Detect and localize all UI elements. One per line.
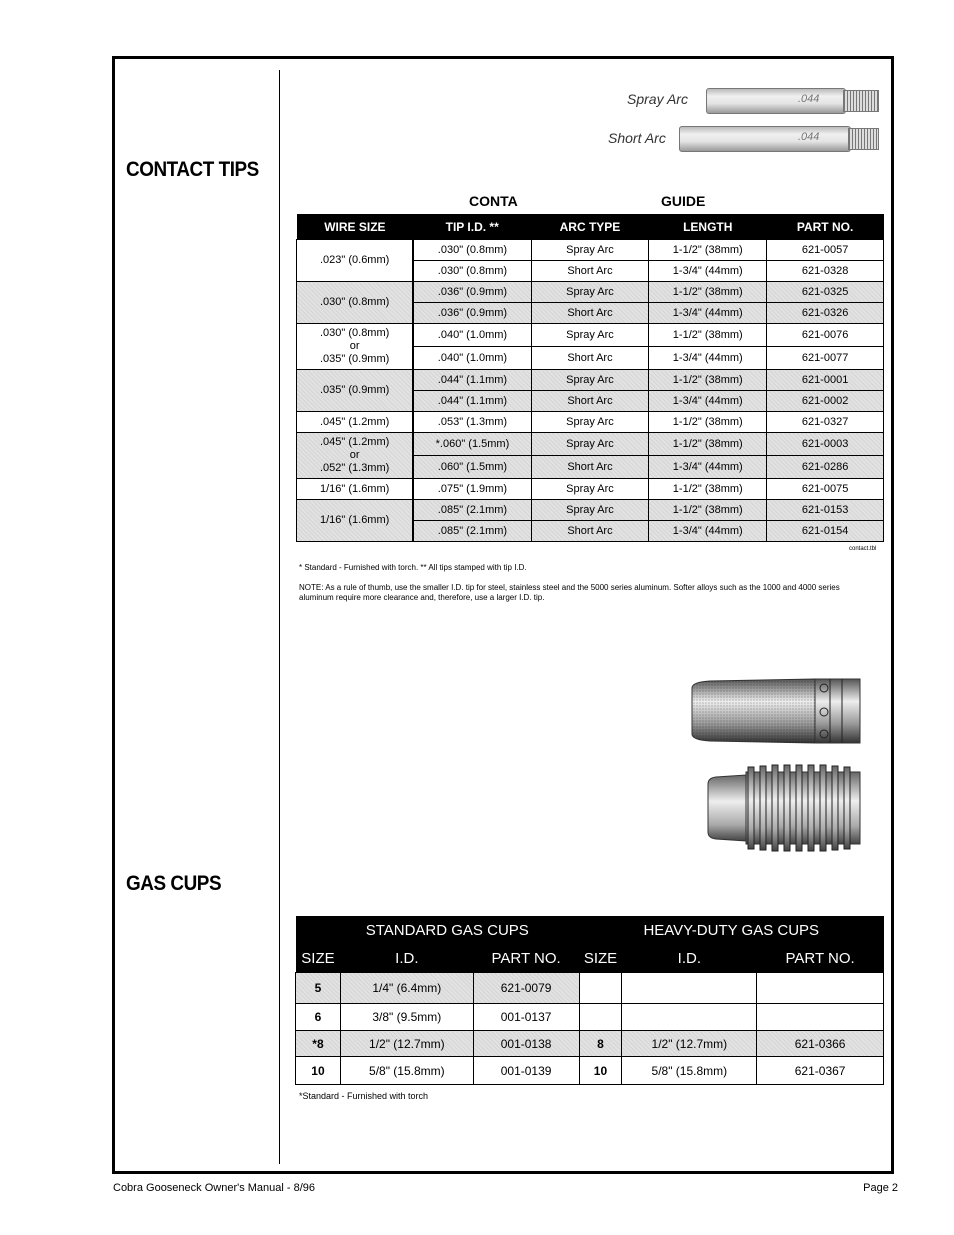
table-header-row <box>296 944 884 973</box>
wire-size-text: 1/16" (1.6mm) <box>319 514 390 526</box>
table-cell: 621-0079 <box>473 973 579 1004</box>
table-cell: Spray Arc <box>531 479 649 500</box>
standard-gas-cups-title: STANDARD GAS CUPS <box>296 916 580 944</box>
table-cell: 001-0137 <box>473 1004 579 1031</box>
table-row <box>297 370 884 391</box>
wire-size-text: .052" (1.3mm) <box>319 462 390 474</box>
table-cell: 621-0057 <box>767 240 884 261</box>
wire-size-text: .035" (0.9mm) <box>319 384 390 396</box>
table-cell: Spray Arc <box>531 240 649 261</box>
column-header: I.D. <box>622 944 757 973</box>
table-cell: *8 <box>296 1031 341 1057</box>
table-cell: Short Arc <box>531 391 649 412</box>
table-cell: 5 <box>296 973 341 1004</box>
column-header: PART NO. <box>767 214 884 240</box>
wire-size-text: 1/16" (1.6mm) <box>319 482 390 495</box>
column-header: LENGTH <box>649 214 767 240</box>
table-row <box>297 324 884 347</box>
table-cell: 1-1/2" (38mm) <box>649 240 767 261</box>
column-divider <box>279 70 280 1164</box>
table-cell: .044" (1.1mm) <box>413 391 531 412</box>
tips-guide-title-right: GUIDE <box>661 193 706 209</box>
standard-gas-cup-image <box>690 678 862 744</box>
table-reference: contact.tbl <box>849 546 877 552</box>
table-cell: 10 <box>579 1057 622 1085</box>
footer-page-number: Page 2 <box>863 1182 898 1194</box>
table-row <box>297 282 884 303</box>
table-cell: 1-3/4" (44mm) <box>649 391 767 412</box>
table-cell: Spray Arc <box>531 324 649 347</box>
table-cell: Short Arc <box>531 347 649 370</box>
table-cell: Short Arc <box>531 303 649 324</box>
wire-size-cell <box>297 479 414 500</box>
gas-cups-table <box>295 916 884 1085</box>
table-cell: 621-0327 <box>767 412 884 433</box>
column-header: SIZE <box>579 944 622 973</box>
heavy-duty-gas-cups-title: HEAVY-DUTY GAS CUPS <box>579 916 884 944</box>
table-cell: Short Arc <box>531 261 649 282</box>
table-cell: 621-0002 <box>767 391 884 412</box>
wire-size-cell <box>297 412 414 433</box>
table-cell: 621-0286 <box>767 456 884 479</box>
table-cell: 1-1/2" (38mm) <box>649 479 767 500</box>
table-cell: 1-1/2" (38mm) <box>649 282 767 303</box>
table-cell: 621-0077 <box>767 347 884 370</box>
table-row <box>297 479 884 500</box>
table-cell: Spray Arc <box>531 433 649 456</box>
table-cell: .030" (0.8mm) <box>413 240 531 261</box>
table-cell: Spray Arc <box>531 412 649 433</box>
table-cell: 621-0153 <box>767 500 884 521</box>
column-header: TIP I.D. ** <box>413 214 531 240</box>
table-cell: 621-0328 <box>767 261 884 282</box>
table-cell: 621-0367 <box>757 1057 884 1085</box>
tips-footnote: * Standard - Furnished with torch. ** All tips stamped with tip I.D. <box>299 563 527 572</box>
table-cell: *.060" (1.5mm) <box>413 433 531 456</box>
wire-size-cell <box>297 324 414 370</box>
table-cell: .040" (1.0mm) <box>413 324 531 347</box>
wire-size-cell <box>297 240 414 282</box>
table-cell: .060" (1.5mm) <box>413 456 531 479</box>
table-cell: 1-1/2" (38mm) <box>649 433 767 456</box>
wire-size-text: .023" (0.6mm) <box>319 254 390 266</box>
table-cell: 1/4" (6.4mm) <box>340 973 473 1004</box>
heavy-duty-gas-cup-image <box>706 764 864 852</box>
column-header: SIZE <box>296 944 341 973</box>
wire-size-text: .045" (1.2mm) <box>319 436 390 448</box>
table-cell: 001-0139 <box>473 1057 579 1085</box>
table-cell: 1-1/2" (38mm) <box>649 500 767 521</box>
wire-size-text: .030" (0.8mm) <box>319 327 390 339</box>
table-cell: Spray Arc <box>531 282 649 303</box>
wire-size-text: .030" (0.8mm) <box>319 296 390 308</box>
table-cell: 5/8" (15.8mm) <box>622 1057 757 1085</box>
table-cell: 3/8" (9.5mm) <box>340 1004 473 1031</box>
table-cell: 1-3/4" (44mm) <box>649 303 767 324</box>
table-row <box>297 500 884 521</box>
table-cell: 1-3/4" (44mm) <box>649 521 767 542</box>
column-header: I.D. <box>340 944 473 973</box>
column-header: ARC TYPE <box>531 214 649 240</box>
table-row <box>297 240 884 261</box>
table-cell: .085" (2.1mm) <box>413 500 531 521</box>
table-row <box>297 412 884 433</box>
table-cell: Spray Arc <box>531 500 649 521</box>
table-cell: 621-0001 <box>767 370 884 391</box>
table-cell: Spray Arc <box>531 370 649 391</box>
table-cell <box>579 973 622 1004</box>
table-cell: 1-1/2" (38mm) <box>649 324 767 347</box>
wire-size-cell <box>297 282 414 324</box>
footer-title: Cobra Gooseneck Owner's Manual - 8/96 <box>113 1182 316 1194</box>
table-cell: 1-1/2" (38mm) <box>649 412 767 433</box>
table-cell: 001-0138 <box>473 1031 579 1057</box>
table-cell <box>579 1004 622 1031</box>
table-cell <box>757 973 884 1004</box>
table-cell: .040" (1.0mm) <box>413 347 531 370</box>
table-row <box>296 973 884 1004</box>
table-cell: .053" (1.3mm) <box>413 412 531 433</box>
column-header: PART NO. <box>473 944 579 973</box>
table-row <box>296 1004 884 1031</box>
table-cell: .036" (0.9mm) <box>413 303 531 324</box>
spray-arc-tip-label: Spray Arc <box>627 91 688 107</box>
wire-size-text: .045" (1.2mm) <box>319 415 390 428</box>
contact-tips-heading: CONTACT TIPS <box>126 158 259 181</box>
table-cell: 621-0003 <box>767 433 884 456</box>
table-cell: Short Arc <box>531 521 649 542</box>
table-cell: 621-0325 <box>767 282 884 303</box>
table-cell <box>622 973 757 1004</box>
wire-size-cell <box>297 433 414 479</box>
wire-size-text: or <box>349 340 360 352</box>
gas-cups-heading: GAS CUPS <box>126 872 222 895</box>
table-cell: 1/2" (12.7mm) <box>622 1031 757 1057</box>
wire-size-text: .035" (0.9mm) <box>319 353 390 365</box>
table-cell: 621-0366 <box>757 1031 884 1057</box>
table-cell: 8 <box>579 1031 622 1057</box>
table-cell: .030" (0.8mm) <box>413 261 531 282</box>
table-row <box>296 1057 884 1085</box>
column-header: WIRE SIZE <box>297 214 414 240</box>
table-cell: Short Arc <box>531 456 649 479</box>
table-cell <box>757 1004 884 1031</box>
wire-size-cell <box>297 500 414 542</box>
wire-size-text: or <box>349 449 360 461</box>
table-cell: .036" (0.9mm) <box>413 282 531 303</box>
wire-size-cell <box>297 370 414 412</box>
table-cell: 621-0075 <box>767 479 884 500</box>
table-row <box>297 433 884 456</box>
table-cell: .075" (1.9mm) <box>413 479 531 500</box>
short-arc-tip-label: Short Arc <box>608 130 666 146</box>
table-cell: 1-3/4" (44mm) <box>649 347 767 370</box>
tips-guide-title-left: CONTA <box>469 193 518 209</box>
tips-note: NOTE: As a rule of thumb, use the smaller I.D. tip for steel, stainless steel and the 5000 series aluminum. Softer alloys such as the 1000 and 4000 series aluminum require more clearance and, therefore, use a larger I.D. tip. <box>299 583 840 602</box>
table-cell: 1-1/2" (38mm) <box>649 370 767 391</box>
table-cell: 621-0326 <box>767 303 884 324</box>
table-header-row <box>297 214 884 240</box>
spray-arc-tip-stamp: .044 <box>798 93 820 105</box>
table-header-row <box>296 916 884 944</box>
table-cell: 1/2" (12.7mm) <box>340 1031 473 1057</box>
table-cell: 5/8" (15.8mm) <box>340 1057 473 1085</box>
table-cell: 621-0076 <box>767 324 884 347</box>
short-arc-tip-stamp: .044 <box>798 131 820 143</box>
table-cell: .085" (2.1mm) <box>413 521 531 542</box>
table-cell: 1-3/4" (44mm) <box>649 456 767 479</box>
table-row <box>296 1031 884 1057</box>
contact-tips-table <box>296 214 884 542</box>
table-cell: .044" (1.1mm) <box>413 370 531 391</box>
column-header: PART NO. <box>757 944 884 973</box>
cups-footnote: *Standard - Furnished with torch <box>299 1091 429 1101</box>
table-cell <box>622 1004 757 1031</box>
table-cell: 1-3/4" (44mm) <box>649 261 767 282</box>
table-cell: 621-0154 <box>767 521 884 542</box>
table-cell: 6 <box>296 1004 341 1031</box>
table-cell: 10 <box>296 1057 341 1085</box>
